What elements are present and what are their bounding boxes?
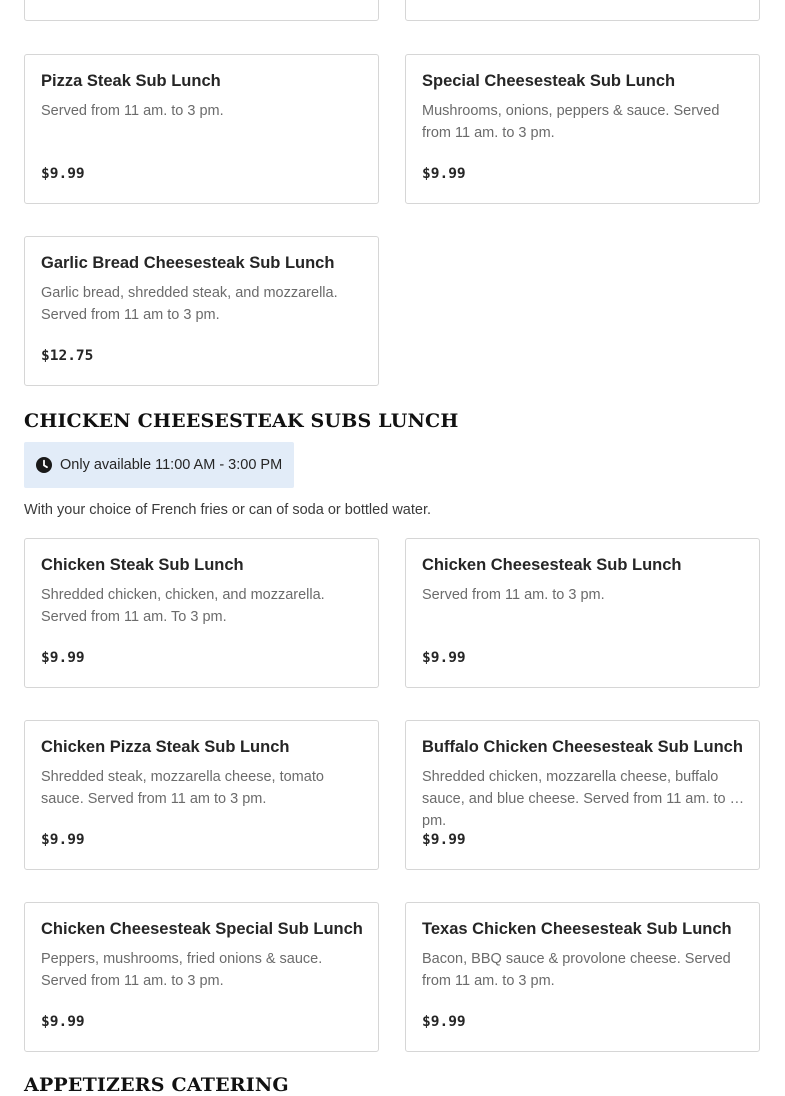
item-name: Garlic Bread Cheesesteak Sub Lunch: [41, 254, 335, 272]
item-description: Served from 11 am. to 3 pm.: [422, 587, 605, 603]
menu-item-card[interactable]: [24, 0, 379, 21]
item-name: Chicken Cheesesteak Sub Lunch: [422, 556, 682, 574]
item-price: $9.99: [41, 1014, 85, 1030]
menu-item-card[interactable]: [24, 54, 379, 204]
menu-item-card[interactable]: [24, 538, 379, 688]
item-price: [422, 0, 431, 1]
item-price: $9.99: [41, 166, 85, 182]
item-name: Chicken Pizza Steak Sub Lunch: [41, 738, 290, 756]
item-name: Special Cheesesteak Sub Lunch: [422, 72, 676, 90]
item-price: [41, 0, 50, 1]
item-description: Shredded chicken, mozzarella cheese, buffalo sauce, and blue cheese. Served from 11 am. to 3 pm.: [422, 769, 738, 829]
menu-item-card[interactable]: [405, 54, 760, 204]
item-description: Peppers, mushrooms, fried onions & sauce. Served from 11 am. to 3 pm.: [41, 951, 323, 989]
item-description: Shredded chicken, chicken, and mozzarella. Served from 11 am. To 3 pm.: [41, 587, 325, 625]
item-description: Shredded steak, mozzarella cheese, tomato sauce. Served from 11 am to 3 pm.: [41, 769, 324, 807]
item-name: Chicken Cheesesteak Special Sub Lunch: [41, 920, 363, 938]
availability-badge: [24, 442, 294, 488]
menu-item-card[interactable]: [405, 902, 760, 1052]
menu-item-card[interactable]: [405, 538, 760, 688]
item-description: Garlic bread, shredded steak, and mozzarella. Served from 11 am to 3 pm.: [41, 285, 338, 323]
section-description: With your choice of French fries or can of soda or bottled water.: [24, 502, 431, 518]
menu-item-card[interactable]: [24, 236, 379, 386]
item-price: $9.99: [41, 650, 85, 666]
item-name: Texas Chicken Cheesesteak Sub Lunch: [422, 920, 732, 938]
item-price: $12.75: [41, 348, 94, 364]
item-description: Mushrooms, onions, peppers & sauce. Served from 11 am. to 3 pm.: [422, 103, 720, 141]
item-price: $9.99: [422, 166, 466, 182]
item-price: $9.99: [422, 832, 466, 848]
item-price: $9.99: [422, 650, 466, 666]
item-name: Chicken Steak Sub Lunch: [41, 556, 244, 574]
item-name: Buffalo Chicken Cheesesteak Sub Lunch: [422, 738, 743, 756]
item-description: Bacon, BBQ sauce & provolone cheese. Served from 11 am. to 3 pm.: [422, 951, 731, 989]
item-price: $9.99: [422, 1014, 466, 1030]
availability-text: Only available 11:00 AM - 3:00 PM: [60, 457, 283, 473]
item-description: Served from 11 am. to 3 pm.: [41, 103, 224, 119]
clock-icon: [36, 457, 52, 473]
item-name: Pizza Steak Sub Lunch: [41, 72, 221, 90]
section-title: CHICKEN CHEESESTEAK SUBS LUNCH: [24, 410, 459, 432]
item-price: $9.99: [41, 832, 85, 848]
menu-item-card[interactable]: [405, 720, 760, 870]
menu-item-card[interactable]: [24, 720, 379, 870]
menu-item-card[interactable]: [405, 0, 760, 21]
menu-item-card[interactable]: [24, 902, 379, 1052]
section-title: APPETIZERS CATERING: [24, 1074, 289, 1096]
